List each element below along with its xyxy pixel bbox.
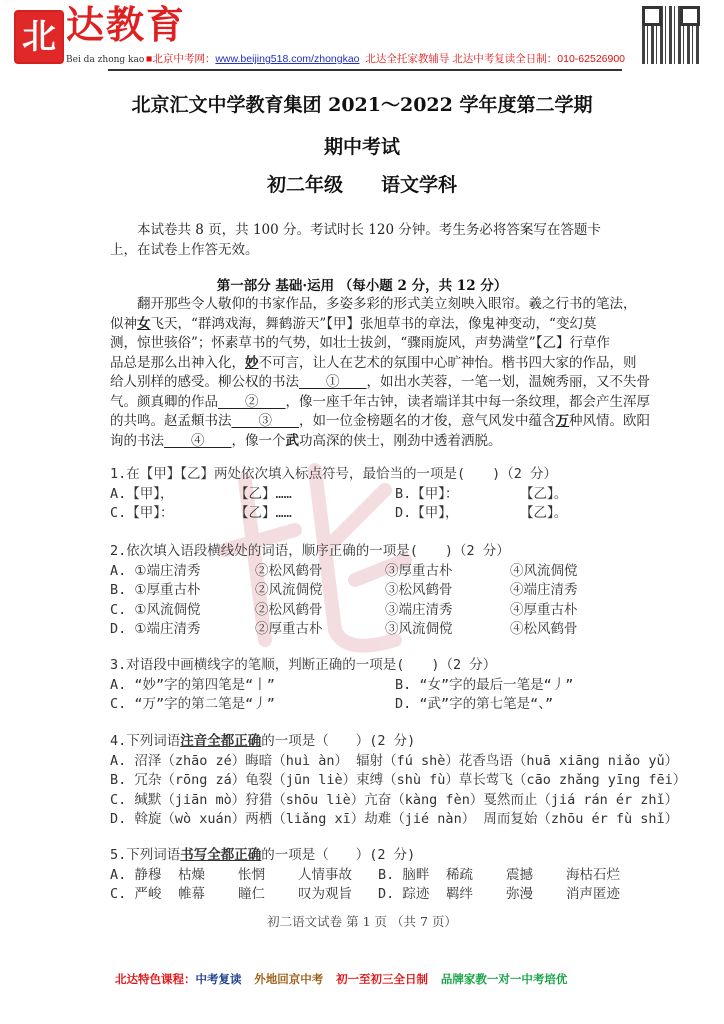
passage-text: 品总是那么出神入化， bbox=[110, 354, 245, 371]
exam-title: 北京汇文中学教育集团 2021～2022 学年度第二学期 bbox=[131, 94, 593, 116]
question-stem bbox=[110, 847, 415, 864]
promo-item: 中考复读 bbox=[195, 974, 242, 986]
question-stem: 3.对语段中画横线字的笔顺，判断正确的一项是( )（2 分） bbox=[110, 657, 497, 673]
answer-option: ③松风鹤骨 bbox=[385, 582, 453, 598]
stem-text: 4.下列词语 bbox=[110, 733, 181, 749]
answer-option: 人情事故 bbox=[298, 866, 352, 883]
promo-item: 初一至初三全日制 bbox=[336, 974, 429, 986]
passage-text: 的共鸣。赵孟頫书法 bbox=[110, 413, 232, 429]
promo-tutoring: 北达全托家教辅导 bbox=[365, 53, 450, 65]
stem-emphasis: 注音全都正确 bbox=[180, 733, 262, 749]
page-number: 初二语文试卷 第 1 页 （共 7 页） bbox=[267, 914, 457, 929]
answer-option[interactable]: C.【甲】： bbox=[110, 505, 174, 521]
answer-option[interactable]: D. 踪迹 bbox=[378, 886, 430, 902]
answer-option: 叹为观旨 bbox=[298, 886, 352, 902]
answer-option: 稀疏 bbox=[446, 866, 473, 883]
passage-line bbox=[110, 374, 650, 391]
bottom-promo bbox=[115, 973, 567, 988]
answer-option: ④厚重古朴 bbox=[510, 601, 578, 618]
answer-option: ③端庄清秀 bbox=[385, 601, 453, 618]
passage-text: ，如一位金榜题名的才俊，意气风发中蕴含 bbox=[299, 413, 556, 429]
stem-text: 的一项是（ ）(2 分) bbox=[261, 733, 416, 749]
exam-subtitle: 期中考试 bbox=[323, 136, 400, 158]
marked-character: 万 bbox=[555, 413, 569, 429]
qr-code-icon bbox=[642, 6, 700, 64]
answer-option[interactable]: A. 沼泽（zhāo zé）晦暗（huì àn） 辐射（fú shè）花香鸟语（huā xiāng niǎo yǔ） bbox=[110, 752, 679, 769]
answer-option: 【乙】。 bbox=[520, 485, 568, 502]
answer-option: 【乙】…… bbox=[235, 485, 292, 502]
passage-text: 给人别样的感受。柳公权的书法 bbox=[110, 374, 299, 390]
answer-option: ②风流倜傥 bbox=[255, 582, 323, 598]
header-divider bbox=[108, 69, 622, 71]
question-stem: 1.在【甲】【乙】两处依次填入标点符号，最恰当的一项是( )（2 分） bbox=[110, 466, 558, 482]
answer-option: 瞳仁 bbox=[238, 886, 265, 902]
answer-option: 海枯石烂 bbox=[566, 866, 620, 883]
passage-line bbox=[110, 433, 502, 450]
fill-blank: ① bbox=[299, 374, 367, 390]
passage-line bbox=[110, 394, 650, 411]
answer-option: ②松风鹤骨 bbox=[255, 562, 323, 579]
answer-option[interactable]: A.【甲】， bbox=[110, 485, 174, 502]
marked-character: 妙 bbox=[245, 354, 259, 371]
bottom-promo-label: 北达特色课程： bbox=[115, 974, 196, 986]
answer-option[interactable]: B. “女”字的最后一笔是“丿” bbox=[395, 676, 574, 693]
answer-option: 枯燥 bbox=[178, 866, 205, 883]
answer-option: 帷幕 bbox=[178, 886, 205, 902]
answer-option: ④风流倜傥 bbox=[510, 562, 578, 579]
answer-option[interactable]: D. ①端庄清秀 bbox=[110, 621, 201, 637]
stem-text: 的一项是（ ）(2 分) bbox=[261, 847, 416, 863]
answer-option[interactable]: A. 静穆 bbox=[110, 866, 162, 883]
passage-text: 种风情。欧阳 bbox=[569, 413, 650, 429]
exam-instructions: 本试卷共 8 页，共 100 分。考试时长 120 分钟。考生务必将答案写在答题卡上，在试卷上作答无效。 bbox=[110, 222, 601, 258]
answer-option[interactable]: A. “妙”字的第四笔是“丨” bbox=[110, 676, 275, 693]
promo-item: 品牌家教一对一中考培优 bbox=[440, 974, 568, 986]
answer-option[interactable]: B. 脑畔 bbox=[378, 866, 430, 883]
answer-option[interactable]: B. 冗杂（rōng zá）龟裂（jūn liè）束缚（shù fù）草长莺飞（cāo zhǎng yīng fēi） bbox=[110, 772, 687, 788]
answer-option[interactable]: B. ①厚重古朴 bbox=[110, 582, 201, 598]
header-info bbox=[146, 53, 625, 66]
marked-character: 武 bbox=[285, 432, 299, 449]
answer-option: 消声匿迹 bbox=[566, 886, 620, 902]
stem-text: 5.下列词语 bbox=[110, 847, 181, 863]
answer-option: 怅惘 bbox=[238, 866, 265, 883]
passage-text: 不可言，让人在艺术的氛围中心旷神怡。楷书四大家的作品，则 bbox=[258, 354, 637, 371]
logo-text: 达教育 bbox=[66, 2, 187, 47]
grade-subject: 初二年级 语文学科 bbox=[266, 174, 457, 196]
answer-option: ③风流倜傥 bbox=[385, 621, 453, 637]
fill-blank: ④ bbox=[164, 432, 232, 449]
passage-text: 翻开那些令人敬仰的书家作品，多姿多彩的形式美立刻映入眼帘。羲之行书的笔法， bbox=[110, 296, 637, 312]
answer-option[interactable]: D. “武”字的第七笔是“、” bbox=[395, 696, 554, 712]
answer-option[interactable]: C. 缄默（jiān mò）狩猎（shōu liè）亢奋（kàng fèn）戛然而止（jiá rán ér zhǐ） bbox=[110, 791, 679, 808]
question-stem bbox=[110, 733, 415, 750]
passage-text: ，像一个 bbox=[231, 432, 286, 449]
passage-text: 气。颜真卿的作品 bbox=[110, 393, 218, 410]
fill-blank: ② bbox=[218, 393, 286, 410]
section-heading: 第一部分 基础·运用 （每小题 2 分，共 12 分） bbox=[216, 278, 508, 294]
passage-text: 测，惊世骇俗”；怀素草书的气势，如壮士拔剑，“骤雨旋风，声势满堂”【乙】行草作 bbox=[110, 335, 610, 351]
passage-line bbox=[110, 355, 637, 372]
passage-line bbox=[110, 413, 650, 430]
answer-option: 震撼 bbox=[506, 866, 533, 883]
fill-blank: ③ bbox=[231, 413, 299, 429]
answer-option[interactable]: D.【甲】， bbox=[395, 505, 459, 521]
site-label: ■北京中考网： bbox=[146, 53, 216, 65]
stem-emphasis: 书写全都正确 bbox=[180, 847, 262, 863]
passage-line bbox=[110, 316, 596, 333]
answer-option: ④松风鹤骨 bbox=[510, 621, 578, 637]
answer-option[interactable]: A. ①端庄清秀 bbox=[110, 562, 201, 579]
passage-text: 飞天，“群鸿戏海，舞鹤游天”【甲】张旭草书的章法，像鬼神变动，“变幻莫 bbox=[150, 315, 597, 332]
answer-option[interactable]: C. 严峻 bbox=[110, 886, 162, 902]
promo-item: 外地回京中考 bbox=[254, 974, 324, 986]
answer-option[interactable]: D. 斡旋（wò xuán）两栖（liǎng xī）劫难（jié nàn） 周而复始（zhōu ér fù shǐ） bbox=[110, 811, 679, 827]
promo-phone: 北达中考复读全日制：010-62526900 bbox=[452, 53, 626, 65]
passage-text: ，像一座千年古钟，读者端详其中每一条纹理，都会产生浑厚 bbox=[285, 393, 650, 410]
question-stem: 2.依次填入语段横线处的词语，顺序正确的一项是( )（2 分） bbox=[110, 543, 510, 559]
answer-option: ②松风鹤骨 bbox=[255, 601, 323, 618]
answer-option[interactable]: C. ①风流倜傥 bbox=[110, 601, 201, 618]
answer-option: ②厚重古朴 bbox=[255, 621, 323, 637]
answer-option[interactable]: B.【甲】： bbox=[395, 485, 459, 502]
answer-option: ③厚重古朴 bbox=[385, 562, 453, 579]
logo-mark: 北 bbox=[14, 10, 64, 64]
answer-option: ④端庄清秀 bbox=[510, 582, 578, 598]
passage-line bbox=[110, 296, 637, 313]
passage-text: 询的书法 bbox=[110, 432, 164, 449]
answer-option: 羁绊 bbox=[446, 886, 473, 902]
passage-line bbox=[110, 335, 610, 352]
site-link[interactable]: www.beijing518.com/zhongkao bbox=[215, 53, 360, 65]
logo-subtitle: Bei da zhong kao bbox=[66, 55, 145, 65]
marked-character: 女 bbox=[137, 315, 151, 332]
answer-option[interactable]: C. “万”字的第二笔是“丿” bbox=[110, 696, 275, 712]
answer-option: 【乙】。 bbox=[520, 505, 568, 521]
answer-option: 【乙】…… bbox=[235, 505, 292, 521]
passage-text: 似神 bbox=[110, 315, 137, 332]
passage-text: 功高深的侠士，刚劲中透着洒脱。 bbox=[299, 432, 502, 449]
answer-option: 弥漫 bbox=[506, 886, 533, 902]
passage-text: ，如出水芙蓉，一笔一划，温婉秀丽，又不失骨 bbox=[366, 374, 650, 390]
